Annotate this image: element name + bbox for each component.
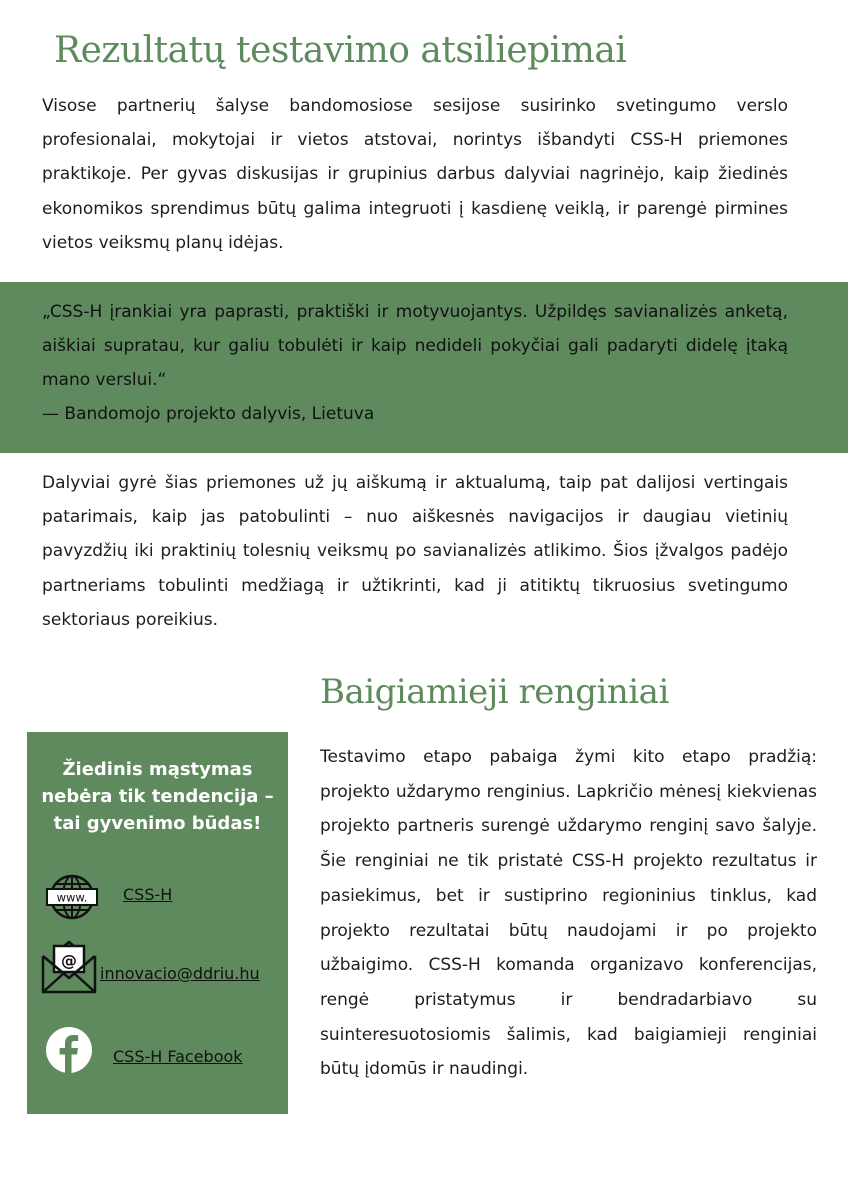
sidebar-slogan: Žiedinis mąstymas nebėra tik tendencija – tai gyvenimo būdas! bbox=[41, 759, 274, 834]
globe-www-icon bbox=[46, 874, 98, 920]
followup-paragraph: Dalyviai gyrė šias priemones už jų aiškumą ir aktualumą, taip pat dalijosi vertingais patarimais, kaip jas patobulinti – nuo aiškesnės navigacijos ir daugiau vietinių pavyzdžių iki praktinių tolesnių veiksmų po savianalizės atlikimo. Šios įžvalgos padėjo partneriams tobulinti medžiagą ir užtikrinti, kad ji atitiktų tikruosius svetingumo sektoriaus poreikius. bbox=[42, 473, 788, 630]
facebook-link[interactable]: CSS-H Facebook bbox=[113, 1047, 243, 1066]
globe-www-icon-label: www. bbox=[56, 890, 88, 905]
intro-paragraph: Visose partnerių šalyse bandomosiose sesijose susirinko svetingumo verslo profesionalai, mokytojai ir vietos atstovai, norintys išbandyti CSS-H priemones praktikoje. Per gyvas diskusijas ir grupinius darbus dalyviai nagrinėjo, kaip žiedinės ekonomikos sprendimus būtų galima integruoti į kasdienę veiklą, ir parengė pirmines vietos veiksmų planų idėjas. bbox=[42, 96, 788, 253]
section-title-closing-events: Baigiamieji renginiai bbox=[320, 672, 669, 712]
testimonial-attribution: — Bandomojo projekto dalyvis, Lietuva bbox=[42, 404, 375, 424]
section-title-testing-feedback: Rezultatų testavimo atsiliepimai bbox=[54, 30, 627, 71]
contact-sidebar bbox=[27, 732, 288, 1114]
closing-events-paragraph: Testavimo etapo pabaiga žymi kito etapo pradžią: projekto uždarymo renginius. Lapkričio mėnesį kiekvienas projekto partneris surengė uždarymo renginį savo šalyje. Šie renginiai ne tik pristatė CSS-H projekto rezultatus ir pasiekimus, bet ir sustiprino regioninius tinklus, kad projekto rezultatai būtų naudojami ir po projekto užbaigimo. CSS-H komanda organizavo konferencijas, rengė pristatymus ir bendradarbiavo su suinteresuotosiomis šalimis, kad baigiamieji renginiai būtų įdomūs ir naudingi. bbox=[320, 747, 817, 1080]
envelope-at-icon bbox=[41, 940, 97, 994]
website-link[interactable]: CSS-H bbox=[123, 885, 173, 904]
testimonial-quote: „CSS-H įrankiai yra paprasti, praktiški ir motyvuojantys. Užpildęs savianalizės anketą, aiškiai supratau, kur galiu tobulėti ir kaip nedideli pokyčiai gali padaryti didelę įtaką mano verslui.“ bbox=[42, 302, 788, 391]
envelope-at-icon-label: @ bbox=[61, 951, 77, 970]
facebook-icon bbox=[46, 1027, 92, 1073]
email-link[interactable]: innovacio@ddriu.hu bbox=[100, 964, 260, 983]
